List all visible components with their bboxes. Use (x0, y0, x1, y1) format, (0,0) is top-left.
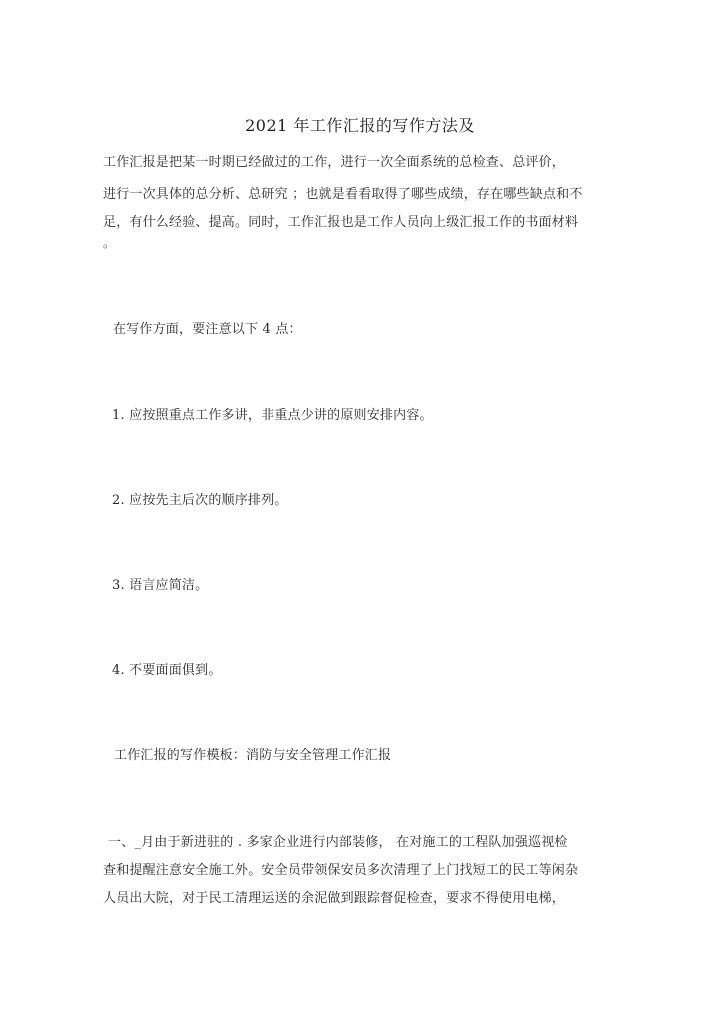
points-heading: 在写作方面，要注意以下 4 点： (113, 322, 302, 337)
point-item-3: 3. 语言应简洁。 (112, 578, 209, 593)
template-heading: 工作汇报的写作模板：消防与安全管理工作汇报 (114, 748, 392, 763)
section1-line-2: 查和提醒注意安全施工外。安全员带领保安员多次清理了上门找短工的民工等闲杂 (103, 863, 579, 878)
document-title: 2021 年工作汇报的写作方法及 (245, 116, 475, 135)
intro-line-4: 。 (103, 236, 116, 250)
intro-line-1: 工作汇报是把某一时期已经做过的工作，进行一次全面系统的总检查、总评价， (103, 155, 566, 170)
section1-line-3: 人员出大院，对于民工清理运送的余泥做到跟踪督促检查，要求不得使用电梯， (103, 891, 566, 906)
point-item-2: 2. 应按先主后次的顺序排列。 (112, 493, 288, 508)
section1-line-1: 一、_月由于新进驻的 . 多家企业进行内部装修， 在对施工的工程队加强巡视检 (108, 835, 568, 850)
point-item-4: 4. 不要面面俱到。 (112, 663, 222, 678)
intro-line-2: 进行一次具体的总分析、总研究 ；也就是看看取得了哪些成绩，存在哪些缺点和不 (103, 187, 583, 202)
intro-line-3: 足，有什么经验、提高。同时，工作汇报也是工作人员向上级汇报工作的书面材料 (103, 215, 579, 230)
point-item-1: 1. 应按照重点工作多讲，非重点少讲的原则安排内容。 (112, 408, 433, 423)
